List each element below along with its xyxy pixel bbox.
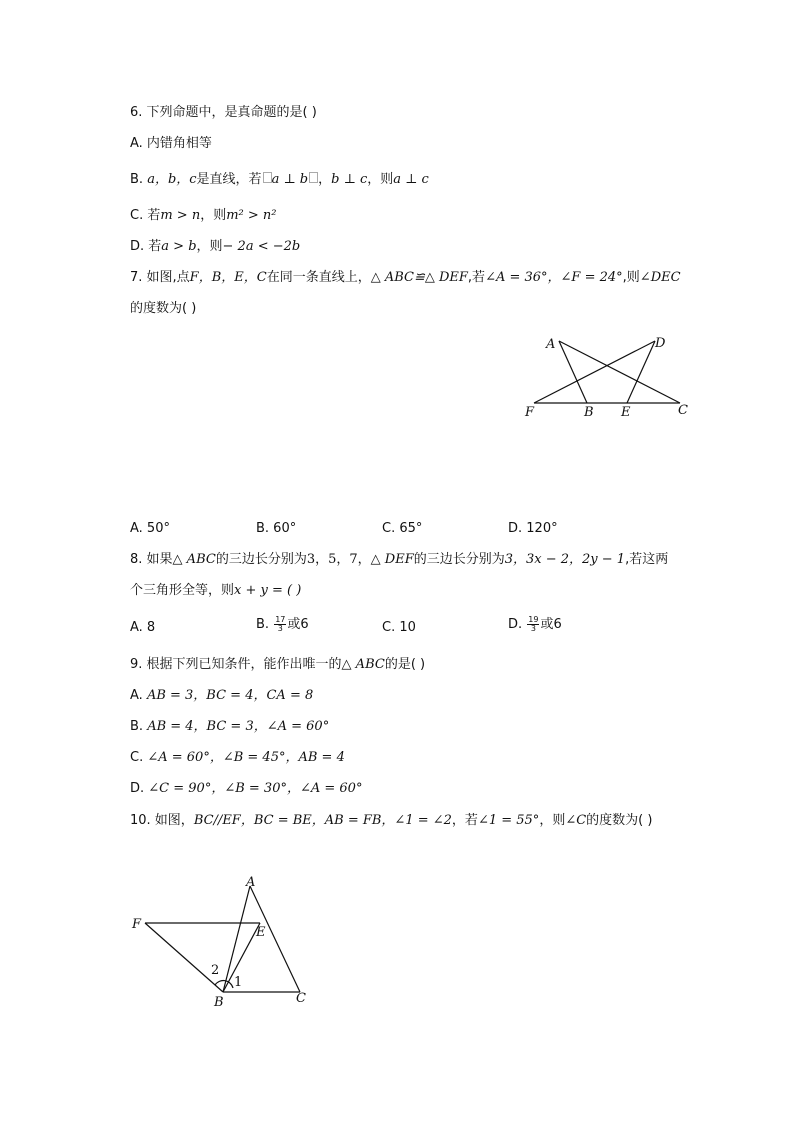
q7-option-d: D. 120° (508, 521, 558, 536)
q6-option-c: C. 若m > n，则m² > n² (130, 208, 277, 223)
q9-stem: 9. 根据下列已知条件，能作出唯一的△ ABC的是( ) (130, 657, 426, 672)
q6-option-b: B. a，b，c是直线，若 a ⊥ b ，b ⊥ c，则a ⊥ c (130, 172, 429, 187)
q9-option-c: C. ∠A = 60°，∠B = 45°，AB = 4 (130, 750, 345, 765)
q6-stem: 6. 下列命题中，是真命题的是( ) (130, 105, 317, 120)
q7-figure (520, 330, 700, 425)
q6-option-a: A. 内错角相等 (130, 136, 212, 151)
q10-label-c: C (296, 991, 306, 1006)
q7-label-a: A (546, 337, 556, 352)
q7-label-d: D (655, 336, 666, 351)
q10-label-f: F (132, 917, 142, 932)
q8-stem: 8. 如果△ ABC的三边长分别为3，5，7，△ DEF的三边长分别为3，3x − 2，2y − 1,若这两 (130, 552, 669, 567)
q7-stem-line2: 的度数为( ) (130, 301, 197, 316)
q10-label-angle-1: 1 (234, 975, 243, 990)
q7-line-de (627, 341, 655, 403)
q10-stem: 10. 如图，BC//EF，BC = BE，AB = FB，∠1 = ∠2，若∠1 = 55°，则∠C的度数为( ) (130, 813, 653, 828)
q9-option-a: A. AB = 3，BC = 4，CA = 8 (130, 688, 314, 703)
q7-option-b: B. 60° (256, 521, 297, 536)
q8-option-a: A. 8 (130, 620, 156, 635)
q8-option-b-fraction: $\frac{17}{3}$ (275, 615, 286, 633)
q7-line-ab (559, 341, 587, 403)
missing-glyph-icon (263, 172, 272, 183)
q10-label-e: E (256, 925, 266, 940)
q8-stem-line2: 个三角形全等，则x + y = ( ) (130, 583, 302, 598)
q7-label-e: E (621, 405, 631, 420)
q10-label-angle-2: 2 (211, 963, 220, 978)
q8-option-c: C. 10 (382, 620, 416, 635)
missing-glyph-icon (309, 172, 318, 183)
q10-label-a: A (246, 875, 256, 890)
q7-option-a: A. 50° (130, 521, 170, 536)
q7-label-b: B (584, 405, 594, 420)
q7-label-f: F (525, 405, 535, 420)
q7-stem: 7. 如图,点F，B，E，C在同一条直线上，△ ABC≌△ DEF,若∠A = 36°，∠F = 24°,则∠DEC (130, 270, 681, 285)
q7-label-c: C (678, 403, 688, 418)
q6-option-d: D. 若a > b，则− 2a < −2b (130, 239, 301, 254)
q8-option-d: D. $\frac{19}{3}$ 或6 (508, 615, 562, 633)
q10-figure (125, 868, 325, 1013)
q8-option-b: B. $\frac{17}{3}$ 或6 (256, 615, 309, 633)
q8-option-d-fraction: $\frac{19}{3}$ (528, 615, 539, 633)
q10-label-b: B (214, 995, 224, 1010)
q10-line-fb (145, 923, 223, 992)
q9-option-b: B. AB = 4，BC = 3，∠A = 60° (130, 719, 330, 734)
q9-option-d: D. ∠C = 90°，∠B = 30°，∠A = 60° (130, 781, 363, 796)
q7-option-c: C. 65° (382, 521, 423, 536)
